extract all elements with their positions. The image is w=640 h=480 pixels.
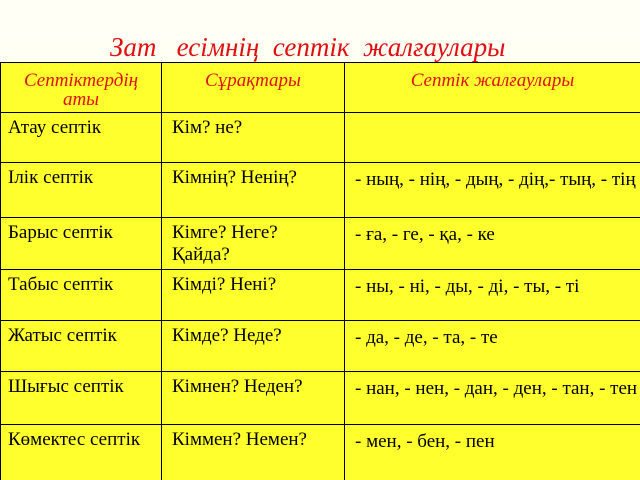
endings-cell: - мен, - бен, - пен bbox=[355, 431, 495, 452]
questions-cell bbox=[162, 425, 345, 480]
question-line: Қайда? bbox=[172, 244, 230, 265]
case-name-cell: Барыс септік bbox=[1, 218, 162, 270]
case-name-cell: Табыс септік bbox=[1, 270, 162, 321]
header-case-name-line-1: Септіктердің bbox=[23, 70, 139, 91]
endings-cell: - да, - де, - та, - те bbox=[345, 321, 640, 372]
case-name-cell: Шығыс септік bbox=[1, 372, 162, 425]
questions-cell bbox=[162, 321, 345, 372]
questions-cell bbox=[162, 113, 345, 163]
endings-cell-empty bbox=[345, 113, 640, 163]
question-line: Кімді? Нені? bbox=[172, 274, 277, 295]
endings-cell: - ның, - нің, - дың, - дің,- тың, - тің bbox=[345, 163, 640, 218]
case-name-cell: Атау септік bbox=[1, 113, 162, 163]
case-name-cell: Көмектес септік bbox=[1, 425, 162, 480]
questions-cell bbox=[162, 218, 345, 270]
case-name-cell: Ілік септік bbox=[1, 163, 162, 218]
questions-cell bbox=[162, 163, 345, 218]
question-line: Кіммен? Немен? bbox=[172, 429, 307, 450]
header-case-name bbox=[1, 63, 162, 113]
endings-cell: - нан, - нен, - дан, - ден, - тан, - тен bbox=[345, 372, 640, 425]
case-name-cell: Жатыс септік bbox=[1, 321, 162, 372]
question-line: Кімде? Неде? bbox=[172, 325, 282, 346]
header-questions: Сұрақтары bbox=[162, 63, 345, 113]
questions-cell bbox=[162, 372, 345, 425]
question-line: Кімнен? Неден? bbox=[172, 376, 303, 397]
header-case-name-line-2: аты bbox=[62, 89, 100, 110]
endings-cell: - ны, - ні, - ды, - ді, - ты, - ті bbox=[345, 270, 640, 321]
question-line: Кім? не? bbox=[172, 117, 243, 138]
case-endings-table bbox=[0, 62, 640, 480]
header-endings: Септік жалғаулары bbox=[345, 63, 640, 113]
endings-cell: - ға, - ге, - қа, - ке bbox=[345, 218, 640, 270]
slide-title: Зат есімнің септік жалғаулары bbox=[110, 32, 506, 62]
question-line: Кімнің? Ненің? bbox=[172, 167, 297, 188]
questions-cell bbox=[162, 270, 345, 321]
question-line: Кімге? Неге? bbox=[172, 222, 278, 243]
